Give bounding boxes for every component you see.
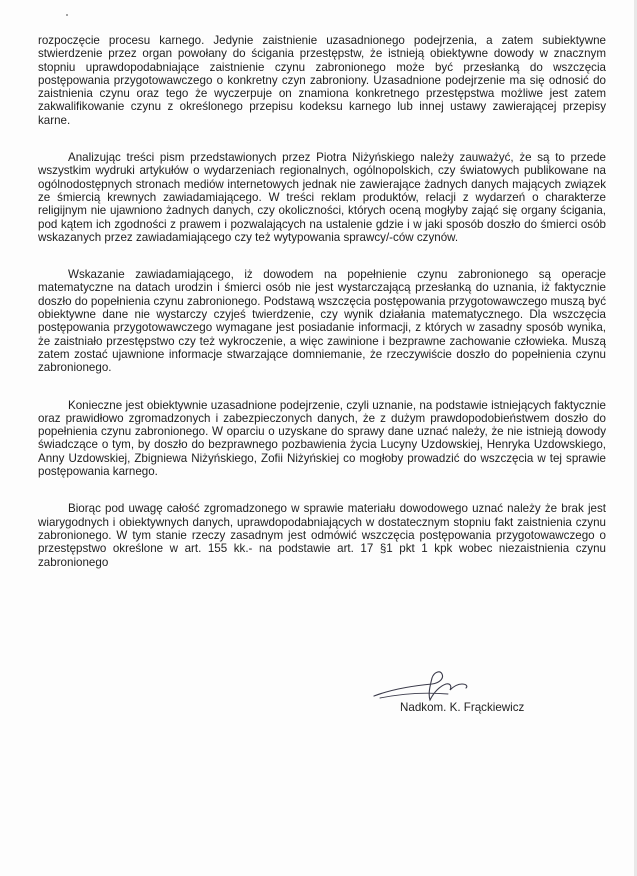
paragraph-5: Biorąc pod uwagę całość zgromadzonego w sprawie materiału dowodowego uznać należy że brak jest wiarygodnych i obiektywnych danych, uprawdopodabniających w dostatecznym stopniu fakt zaistnienia czynu zabronionego. W tym stanie rzeczy zasadnym jest odmówić wszczęcia postępowania przygotowawczego o przestępstwo określone w art. 155 kk.- na podstawie art. 17 §1 pkt 1 kpk wobec niezaistnienia czynu zabronionego — [38, 502, 606, 569]
scan-speck — [66, 14, 68, 16]
paragraph-3: Wskazanie zawiadamiającego, iż dowodem na popełnienie czynu zabronionego są operacje matematyczne na datach urodzin i śmierci osób nie jest wystarczającą przesłanką do uznania, iż faktycznie doszło do popełnienia czynu zabronionego. Podstawą wszczęcia postępowania przygotowawczego muszą być obiektywne dane nie wystarczy czyjeś twierdzenie, czy wynik działania matematycznego. Dla wszczęcia postępowania przygotowawczego wymagane jest posiadanie informacji, z których w zasadny sposób wynika, że zaistniało przestępstwo czy też wykroczenie, a więc zawinione i bezprawne zachowanie człowieka. Muszą zatem zostać ujawnione informacje stwarzające domniemanie, że rzeczywiście doszło do popełnienia czynu zabronionego. — [38, 268, 606, 375]
signature-block — [370, 668, 570, 728]
document-body — [38, 34, 606, 591]
paragraph-2: Analizując treści pism przedstawionych przez Piotra Niżyńskiego należy zauważyć, że są to przede wszystkim wydruki artykułów o wydarzeniach regionalnych, ogólnopolskich, czy światowych publikowane na ogólnodostępnych stronach mediów internetowych jednak nie zawierające żadnych danych mających związek ze śmiercią krewnych zawiadamiającego. W treści reklam produktów, relacji z wydarzeń o charakterze religijnym nie ujawniono żadnych danych, czy okoliczności, których oceną mogłyby zająć się organy ścigania, pod kątem ich zgodności z prawem i pozwalających na ustalenie gdzie i w jaki sposób doszło do śmierci osób wskazanych przez zawiadamiającego czy też wytypowania sprawcy/-ców czynów. — [38, 151, 606, 244]
signatory-name: Nadkom. K. Frąckiewicz — [400, 701, 525, 714]
paragraph-4: Konieczne jest obiektywnie uzasadnione podejrzenie, czyli uznanie, na podstawie istniejących faktycznie oraz prawidłowo zgromadzonych i zabezpieczonych danych, że z dużym prawdopodobieństwem doszło do popełnienia czynu zabronionego. W oparciu o uzyskane do sprawy dane uznać należy, że nie istnieją dowody świadczące o tym, by doszło do bezprawnego pozbawienia życia Lucyny Uzdowskiej, Henryka Uzdowskiego, Anny Uzdowskiej, Zbigniewa Niżyńskiego, Zofii Niżyńskiej co mogłoby prowadzić do wszczęcia w tej sprawie postępowania karnego. — [38, 398, 606, 479]
paragraph-1: rozpoczęcie procesu karnego. Jedynie zaistnienie uzasadnionego podejrzenia, a zatem subiektywne stwierdzenie przez organ powołany do ścigania przestępstw, że istnieją obiektywne dowody w znacznym stopniu uprawdopodabniające zaistnienie czynu zabronionego może być przesłanką do wszczęcia postępowania przygotowawczego o konkretny czyn zabroniony. Uzasadnione podejrzenie ma się odnosić do zaistnienia czynu oraz tego że wyczerpuje on znamiona konkretnego przestępstwa możliwe jest zatem zakwalifikowanie czynu z określonego przepisu kodeksu karnego lub innej ustawy zawierającej przepisy karne. — [38, 34, 606, 127]
